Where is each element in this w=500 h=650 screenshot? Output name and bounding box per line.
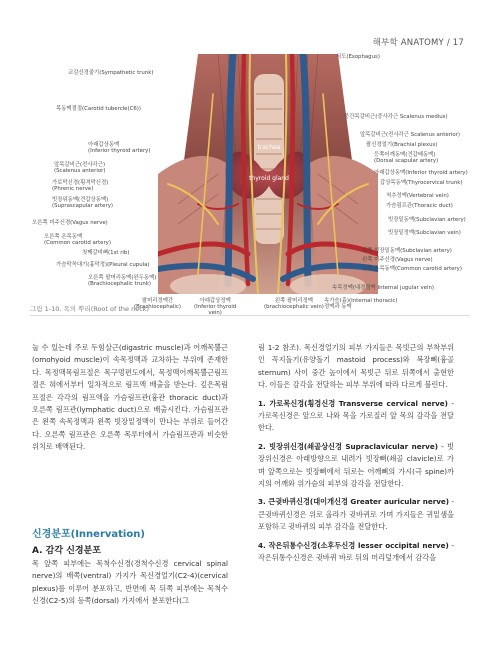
- list-item: [258, 496, 454, 533]
- label-inf-thyroid-artery-left: 아래갑상동맥 (Inferior thyroid artery): [88, 142, 151, 155]
- label-suprascapular-artery: 빗장위동맥(견갑상동맥) (Suprascapular artery): [52, 197, 113, 210]
- label-left-vagus: 왼쪽 미주신경(Vagus nerve): [362, 257, 433, 263]
- label-brachiocephalic-trunk: 오른쪽 팔머리동맥(완두동맥) (Brachiocephalic trunk): [88, 275, 157, 288]
- label-scalenus-medius: 중간목갈비근(중사각근 Scalenus medius): [344, 114, 448, 120]
- item-text: - 큰귓바퀴신경은 위로 올라가 귓바퀴로 가며 가지들은 귀밑샘을 포함하고 귓바퀴의 피부 감각을 전달한다.: [258, 497, 454, 532]
- label-brachial-plexus: 팔신경얼기(Brachial plexus): [366, 142, 438, 148]
- label-scalenus-anterior-right: 앞목갈비근(전사각근 Scalenus anterior): [360, 132, 461, 138]
- label-phrenic-nerve: 가로막신경(횡격막신경) (Phrenic nerve): [52, 180, 109, 193]
- item-text: - 작은뒤통수신경은 귓바퀴 바로 뒤의 머리덮개에서 감각을: [258, 540, 454, 563]
- label-vertebral-vein: 척추정맥(Vertebral vein): [386, 193, 449, 199]
- section-title: 신경분포(Innervation): [32, 529, 145, 540]
- trachea-overlay-label: trachea: [257, 144, 281, 151]
- paragraph: 눌 수 있는데 주로 두힘살근(digastric muscle)과 어깨목뿔근(omohyoid muscle)이 속목정맥과 교차하는 부위에 존재한다. 목정맥목림프절은 목구멍편도에서, 목정맥어깨목뿔근림프절은 혀에서부터 일차적으로 림프액 배출을 받는다. 깊은목림프절은 각각의 림프액을 가슴림프관(흉관 thoracic duct)과 오른쪽 림프관(lymphatic duct)으로 배출시킨다. 가슴림프관은 왼쪽 속목정맥과 왼쪽 빗장밑정맥이 만나는 부위로 들어간다. 오른쪽 림프관은 오른쪽 목루터에서 가슴림프관과 비슷한 위치로 배액된다.: [32, 343, 228, 452]
- subsection-title: A. 감각 신경분포: [32, 546, 101, 556]
- label-subclavian-artery: 빗장밑동맥(Subclavian artery): [388, 217, 466, 223]
- figure: [30, 50, 470, 322]
- label-left-common-carotid: 왼쪽 온목동맥(Common carotid artery): [362, 266, 462, 272]
- item-text: - 가로목신경은 앞으로 나와 목을 가로질러 앞 목의 감각을 전달한다.: [258, 398, 454, 433]
- body-left-column: [32, 342, 228, 454]
- label-esophagus: 식도(Esophagus): [336, 54, 380, 60]
- label-scalenus-anterior-left: 앞목갈비근(전사각근) (Scalenus anterior): [54, 162, 106, 175]
- label-pleural-cupula: 가슴막꼭대기(흉막정)(Pleural cupula): [56, 262, 150, 268]
- label-thoracic-duct: 가슴림프관(Thoracic duct): [386, 203, 453, 209]
- label-left-subclavian-artery: 왼쪽 빗장밑동맥(Subclavian artery): [362, 248, 452, 254]
- item-title: 2. 빗장위신경(쇄골상신경 Supraclavicular nerve): [258, 441, 438, 451]
- item-title: 4. 작은뒤통수신경(소후두신경 lesser occipital nerve): [258, 540, 449, 550]
- label-dorsal-scapular-artery: 등쪽어깨동맥(견갑배동맥) (Dorsal scapular artery): [374, 152, 439, 165]
- label-inf-thyroid-artery-right: 아래갑상동맥(Inferior thyroid artery): [374, 170, 468, 176]
- label-subclavian-vein: 빗장밑정맥(Subclavian vein): [388, 230, 461, 236]
- label-brachiocephalic-vein-right: 팔머리정맥간 (Brachiocephalic): [134, 298, 181, 311]
- figure-caption: 그림 1-10. 목의 뿌리(Root of the neck): [30, 305, 150, 313]
- paragraph: 림 1-2 참조). 목신경얼기의 피부 가지들은 목빗근의 부착부위인 꼭지돌기(유양돌기 mastoid process)와 복장뼈(흉골 sternum) 사이 중간 높이에서 목빗근 뒤로 뒤쪽에서 출현한다. 이들은 감각을 전달하는 피부 부위에 따라 다르게 불린다.: [258, 343, 454, 390]
- list-item: [258, 398, 454, 435]
- label-thyrocervical-trunk: 갑상목동맥(Thyrocervical trunk): [380, 180, 463, 186]
- figure-divider: [30, 315, 470, 316]
- running-header: 해부학 ANATOMY / 17: [372, 38, 464, 48]
- item-title: 3. 큰귓바퀴신경(대이개신경 Greater auricular nerve): [258, 497, 450, 507]
- list-item: [258, 441, 454, 491]
- body-right-column: [258, 342, 454, 565]
- paragraph: 목 앞쪽 피부에는 목척수신경(경척수신경 cervical spinal nerve)의 배쪽(ventral) 가지가 목신경얼기(C2-4)(cervical plexus)를 이루어 분포하고, 반면에 목 뒤쪽 피부에는 목척수신경(C2-5)의 등쪽(dorsal) 가지에서 분포한다(그: [32, 559, 228, 606]
- label-inferior-thyroid-vein: 아래갑상정맥 (Inferior thyroid vein): [194, 298, 237, 317]
- label-first-rib: 첫째갈비뼈(1st rib): [82, 250, 130, 256]
- label-right-common-carotid: 오른쪽 온목동맥 (Common carotid artery): [44, 234, 111, 247]
- list-item: [258, 540, 454, 565]
- item-title: 1. 가로목신경(횡경신경 Transverse cervical nerve): [258, 398, 448, 408]
- label-internal-jugular-vein: 속목정맥(내경정맥 Internal jugular vein): [332, 285, 434, 291]
- item-text: - 빗장위신경은 아래방향으로 내려가 빗장뼈(쇄골 clavicle)로 가며 앞쪽으로는 빗장뼈에서 뒤로는 어깨뼈의 가시(극 spine)까지의 어깨와 위가슴의 피부의 감각을 전달한다.: [258, 441, 454, 489]
- label-carotid-tubercle: 목동맥결절(Carotid tubercle(C6)): [56, 106, 141, 112]
- label-internal-thoracic: 속가슴(흉)(Internal thoracic) 정맥과 동맥: [324, 298, 398, 311]
- thyroid-overlay-label: thyroid gland: [249, 175, 289, 182]
- label-sympathetic-trunk: 교감신경줄기(Sympathetic trunk): [68, 70, 154, 76]
- label-right-vagus: 오른쪽 미주신경(Vagus nerve): [32, 220, 108, 226]
- label-left-brachiocephalic-vein: 왼쪽 팔머리정맥 (brachiocephalic vein): [264, 298, 324, 311]
- neck-anatomy-illustration: [158, 54, 378, 294]
